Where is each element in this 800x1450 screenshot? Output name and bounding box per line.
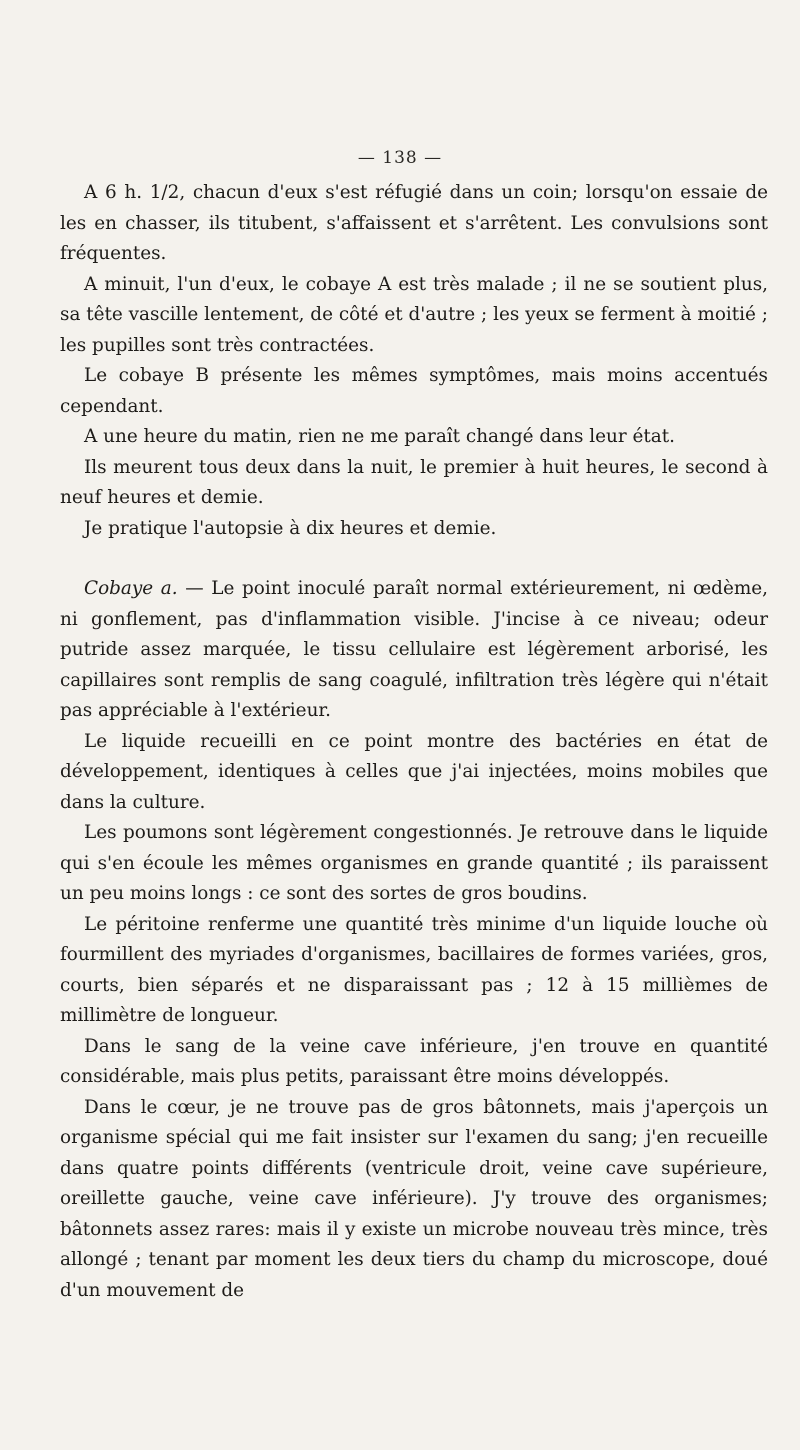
paragraph: Les poumons sont légèrement congestionnés. Je retrouve dans le liquide qui s'en écoule les mêmes organismes en grande quantité ; ils paraissent un peu moins longs : ce sont des sortes de gros boudins. bbox=[60, 822, 768, 904]
section-paragraph bbox=[60, 574, 768, 727]
paragraph: A une heure du matin, rien ne me paraît changé dans leur état. bbox=[84, 426, 675, 447]
body-text bbox=[60, 178, 768, 1306]
paragraph: Ils meurent tous deux dans la nuit, le premier à huit heures, le second à neuf heures et demie. bbox=[60, 456, 768, 508]
section-heading: Cobaye a. bbox=[84, 578, 178, 599]
section-lead-text: — Le point inoculé paraît normal extérieurement, ni œdème, ni gonflement, pas d'inflammation visible. J'incise à ce niveau; odeur putride assez marquée, le tissu cellulaire est légèrement arborisé, les capillaires sont remplis de sang coagulé, infiltration très légère qui n'était pas appréciable à l'extérieur. bbox=[60, 578, 768, 721]
paragraph: Je pratique l'autopsie à dix heures et demie. bbox=[84, 517, 497, 539]
paragraph: Le liquide recueilli en ce point montre des bactéries en état de développement, identiques à celles que j'ai injectées, moins mobiles que dans la culture. bbox=[60, 730, 768, 813]
paragraph: Dans le sang de la veine cave inférieure, j'en trouve en quantité considérable, mais plus petits, paraissant être moins développés. bbox=[60, 1035, 768, 1087]
paragraph: A minuit, l'un d'eux, le cobaye A est très malade ; il ne se soutient plus, sa tête vascille lentement, de côté et d'autre ; les yeux se ferment à moitié ; les pupilles sont très contractées. bbox=[60, 273, 768, 356]
paragraph: Le péritoine renferme une quantité très minime d'un liquide louche où fourmillent des myriades d'organismes, bacillaires de formes variées, gros, courts, bien séparés et ne disparaissant pas ; 12 à 15 millièmes de millimètre de longueur. bbox=[60, 913, 768, 1026]
paragraph: A 6 h. 1/2, chacun d'eux s'est réfugié dans un coin; lorsqu'on essaie de les en chasser, ils titubent, s'affaissent et s'arrêtent. Les convulsions sont fréquentes. bbox=[60, 182, 768, 264]
page-number: — 138 — bbox=[357, 148, 443, 168]
paragraph: Dans le cœur, je ne trouve pas de gros bâtonnets, mais j'aperçois un organisme spécial qui me fait insister sur l'examen du sang; j'en recueille dans quatre points différents (ventricule droit, veine cave supérieure, oreillette gauche, veine cave inférieure). J'y trouve des organismes; bâtonnets assez rares: mais il y existe un microbe nouveau très mince, très allongé ; tenant par moment les deux tiers du champ du microscope, doué d'un mouvement de bbox=[60, 1096, 768, 1301]
paragraph: Le cobaye B présente les mêmes symptômes, mais moins accentués cependant. bbox=[60, 365, 768, 417]
